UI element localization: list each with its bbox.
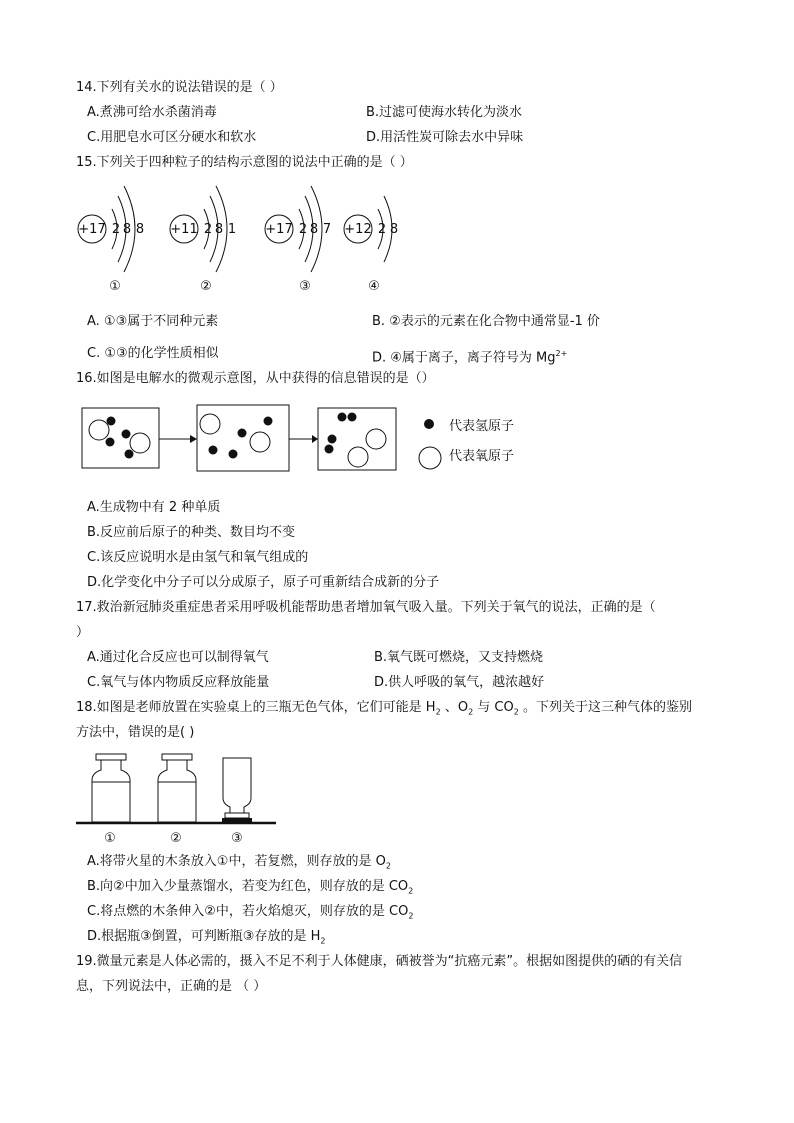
q15-option-c: C. ①③的化学性质相似 — [87, 346, 219, 361]
legend-oxygen-label: 代表氧原子 — [449, 449, 515, 464]
q16-stem: 16.如图是电解水的微观示意图，从中获得的信息错误的是（） — [76, 371, 435, 386]
atom-1-label: ① — [109, 279, 121, 294]
oxygen-atom-icon — [419, 447, 441, 469]
q16-option-a: A.生成物中有 2 种单质 — [87, 500, 221, 515]
hydrogen-atom-icon — [424, 419, 434, 429]
q15-option-d-charge: 2+ — [555, 349, 568, 358]
bottle-2-label: ② — [170, 831, 182, 846]
q15-option-b: B. ②表示的元素在化合物中通常显-1 价 — [372, 314, 600, 329]
q14-option-a: A.煮沸可给水杀菌消毒 — [87, 105, 217, 120]
atom-4-label: ④ — [368, 279, 380, 294]
legend-hydrogen-label: 代表氢原子 — [449, 419, 515, 434]
atom-1-shell-2: 8 — [122, 222, 132, 237]
q19-stem-line-2: 息，下列说法中，正确的是 （ ） — [76, 979, 267, 994]
q16-option-c: C.该反应说明水是由氢气和氧气组成的 — [87, 550, 309, 565]
q17-option-c: C.氧气与体内物质反应释放能量 — [87, 675, 270, 690]
q17-stem-line-2: ） — [76, 625, 90, 640]
q17-option-d: D.供人呼吸的氧气，越浓越好 — [374, 675, 545, 690]
atom-1-shell-1: 2 — [111, 222, 121, 237]
atom-3-shell-3: 7 — [322, 222, 332, 237]
q18-option-b: B.向②中加入少量蒸馏水，若变为红色，则存放的是 $CO_2$ — [87, 879, 414, 896]
atom-3-label: ③ — [299, 279, 311, 294]
atom-4-shell-1: 2 — [377, 222, 387, 237]
atom-4-shell-2: 8 — [389, 222, 399, 237]
bottle-1-icon — [92, 754, 130, 822]
q16-option-d: D.化学变化中分子可以分成原子，原子可重新结合成新的分子 — [87, 575, 440, 590]
atom-3-nucleus: +17 — [265, 222, 293, 237]
q18-option-d: D.根据瓶③倒置，可判断瓶③存放的是 $H_2$ — [87, 929, 326, 946]
q18-option-c: C.将点燃的木条伸入②中，若火焰熄灭，则存放的是 $CO_2$ — [87, 904, 414, 921]
atom-2-shell-3: 1 — [227, 222, 237, 237]
q14-option-b: B.过滤可使海水转化为淡水 — [366, 105, 523, 120]
atom-2-nucleus: +11 — [170, 222, 198, 237]
q17-option-a: A.通过化合反应也可以制得氧气 — [87, 650, 269, 665]
q18-stem-line-2: 方法中，错误的是( ) — [76, 725, 195, 740]
q15-option-a: A. ①③属于不同种元素 — [87, 314, 219, 329]
bottle-1-label: ① — [104, 831, 116, 846]
arrow-2-icon — [312, 435, 318, 443]
bottle-2-icon — [158, 754, 196, 822]
atom-4-nucleus: +12 — [344, 222, 372, 237]
atom-2-label: ② — [200, 279, 212, 294]
gas-bottles-diagram — [76, 750, 280, 848]
bottle-3-inverted-icon — [223, 758, 251, 818]
q17-option-b: B.氧气既可燃烧，又支持燃烧 — [374, 650, 544, 665]
q15-option-d — [372, 345, 567, 367]
q14-stem: 14.下列有关水的说法错误的是（ ） — [76, 80, 283, 95]
q16-option-b: B.反应前后原子的种类、数目均不变 — [87, 525, 296, 540]
atom-3-shell-2: 8 — [309, 222, 319, 237]
q15-stem: 15.下列关于四种粒子的结构示意图的说法中正确的是（ ） — [76, 155, 413, 170]
q15-option-d-text: D. ④属于离子，离子符号为 Mg — [372, 350, 556, 366]
atom-2-shell-2: 8 — [214, 222, 224, 237]
q14-option-d: D.用活性炭可除去水中异味 — [366, 130, 524, 145]
q19-stem-line-1: 19.微量元素是人体必需的，摄入不足不利于人体健康，硒被誉为“抗癌元素”。根据如图提供的硒的有关信 — [76, 954, 683, 969]
q18-option-a: A.将带火星的木条放入①中，若复燃，则存放的是 $O_2$ — [87, 854, 391, 871]
atom-1-shell-3: 8 — [135, 222, 145, 237]
q17-stem-line-1: 17.救治新冠肺炎重症患者采用呼吸机能帮助患者增加氧气吸入量。下列关于氧气的说法，正确的是（ — [76, 600, 656, 615]
arrow-1-icon — [190, 435, 197, 443]
atom-3-shell-1: 2 — [298, 222, 308, 237]
q14-option-c: C.用肥皂水可区分硬水和软水 — [87, 130, 257, 145]
atom-1-nucleus: +17 — [78, 222, 106, 237]
bottle-3-label: ③ — [231, 831, 243, 846]
atom-2-shell-1: 2 — [203, 222, 213, 237]
q18-stem-line-1: 18.如图是老师放置在实验桌上的三瓶无色气体，它们可能是 $H_2$ 、$O_2$ 与 $CO_2$ 。下列关于这三种气体的鉴别 — [76, 700, 692, 717]
atom-structure-diagrams — [74, 182, 414, 297]
